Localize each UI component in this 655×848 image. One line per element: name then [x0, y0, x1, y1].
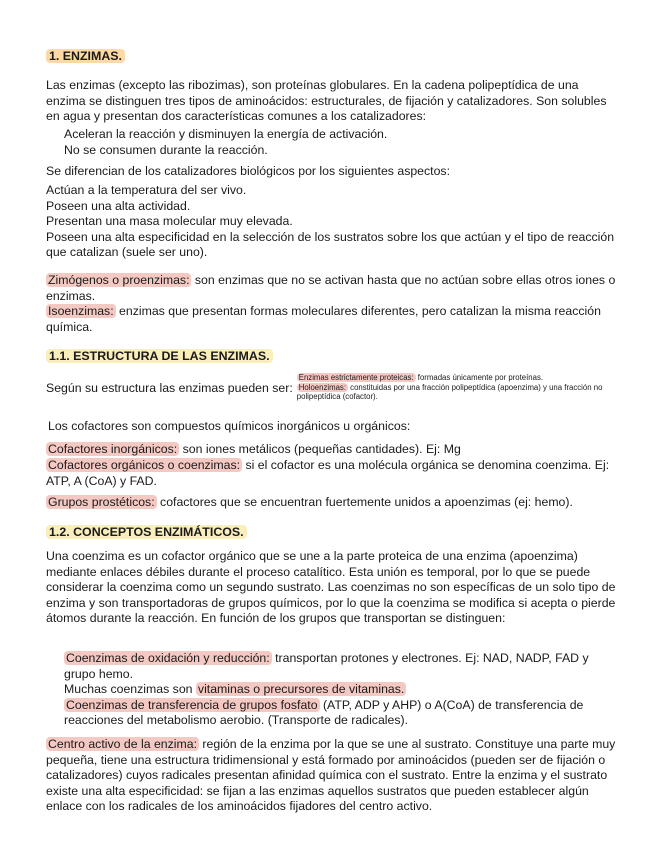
- term-highlight: Zimógenos o proenzimas:: [48, 273, 190, 287]
- section-1-2-heading: 1.2. CONCEPTOS ENZIMÁTICOS.: [46, 525, 620, 541]
- list-item: Coenzimas de oxidación y reducción: transportan protones y electrones. Ej: NAD, NADP, FAD y grupo hemo.: [64, 651, 589, 681]
- term-highlight: Cofactores inorgánicos:: [48, 442, 178, 456]
- list-item: Muchas coenzimas son vitaminas o precursores de vitaminas.: [64, 682, 405, 697]
- structure-lead: Según su estructura las enzimas pueden ser:: [46, 381, 293, 395]
- list-item: Coenzimas de transferencia de grupos fosfato (ATP, ADP y AHP) o A(CoA) de transferencia de reacciones del metabolismo aerobio. (Transporte de radicales).: [64, 697, 584, 728]
- list-item: Holoenzimas: constituidas por una fracción polipeptídica (apoenzima) y una fracción no polipeptídica (cofactor).: [296, 382, 603, 402]
- coenzyme-types-list: [46, 651, 638, 729]
- coenzyme-paragraph: Una coenzima es un cofactor orgánico que se une a la parte proteica de una enzima (apoenzima) mediante enlaces débiles durante el proceso catalítico. Esta unión es temporal, por lo que se puede considerar la coenzima como un segundo sustrato. Las coenzimas no son específicas de un solo tipo de enzima y son transportadoras de grupos químicos, por lo que la coenzima se modifica si acepta o pierde átomos durante la reacción. En función de los grupos que transportan se distinguen:: [46, 549, 616, 626]
- active-site-paragraph: Centro activo de la enzima: región de la enzima por la que se une al sustrato. Constituye una parte muy pequeña, tiene una estructura tridimensional y está formado por aminoácidos (pueden ser de fijación o catalizadores) cuyos radicales presentan afinidad química con el sustrato. Entre la enzima y el sustrato existe una alta especificidad: se fijan a las enzimas aquellos sustratos que pueden establecer algún enlace con los radicales de los aminoácidos fijadores del centro activo.: [46, 737, 616, 814]
- list-item: Poseen una alta especificidad en la selección de los sustratos sobre los que actúan y el tipo de reacción que catalizan (suele ser uno).: [46, 229, 615, 260]
- organic-cofactors: Cofactores orgánicos o coenzimas: si el cofactor es una molécula orgánica se denomina coenzima. Ej: ATP, A (CoA) y FAD.: [46, 458, 610, 488]
- list-item: No se consumen durante la reacción.: [64, 142, 268, 157]
- isoenzymes-definition: Isoenzimas: enzimas que presentan formas moleculares diferentes, pero catalizan la misma reacción química.: [46, 304, 601, 334]
- enzymes-intro-paragraph: Las enzimas (excepto las ribozimas), son proteínas globulares. En la cadena polipeptídica de una enzima se distinguen tres tipos de aminoácidos: estructurales, de fijación y catalizadores. Son solubles en agua y presentan dos características comunes a los catalizadores:: [46, 78, 607, 124]
- section-1-heading: 1. ENZIMAS.: [46, 49, 620, 65]
- list-item: Aceleran la reacción y disminuyen la energía de activación.: [64, 127, 388, 141]
- list-item: Enzimas estrictamente proteicas: formadas únicamente por proteínas.: [298, 373, 544, 382]
- prosthetic-groups: Grupos prostéticos: cofactores que se encuentran fuertemente unidos a apoenzimas (ej: hemo).: [48, 495, 573, 509]
- catalyst-traits-list: [46, 127, 638, 158]
- list-item: Poseen una alta actividad.: [46, 198, 191, 213]
- zymogens-definition: Zimógenos o proenzimas: son enzimas que no se activan hasta que no actúan sobre ellas otros iones o enzimas.: [46, 273, 616, 303]
- inorganic-cofactors: Cofactores inorgánicos: son iones metálicos (pequeñas cantidades). Ej: Mg: [48, 442, 461, 456]
- section-1-1-heading: 1.1. ESTRUCTURA DE LAS ENZIMAS.: [46, 349, 620, 365]
- term-highlight: Centro activo de la enzima:: [48, 737, 198, 751]
- term-highlight: Grupos prostéticos:: [48, 495, 155, 509]
- differences-intro: Se diferencian de los catalizadores biológicos por los siguientes aspectos:: [46, 164, 450, 178]
- term-highlight: Cofactores orgánicos o coenzimas:: [48, 458, 241, 472]
- term-highlight: Isoenzimas:: [48, 304, 114, 318]
- differences-list: [46, 183, 620, 261]
- structure-types-list: [297, 373, 607, 402]
- cofactors-intro: Los cofactores son compuestos químicos inorgánicos u orgánicos:: [48, 419, 411, 433]
- structure-types: [46, 373, 620, 402]
- list-item: Actúan a la temperatura del ser vivo.: [46, 183, 247, 197]
- list-item: Presentan una masa molecular muy elevada.: [46, 214, 293, 229]
